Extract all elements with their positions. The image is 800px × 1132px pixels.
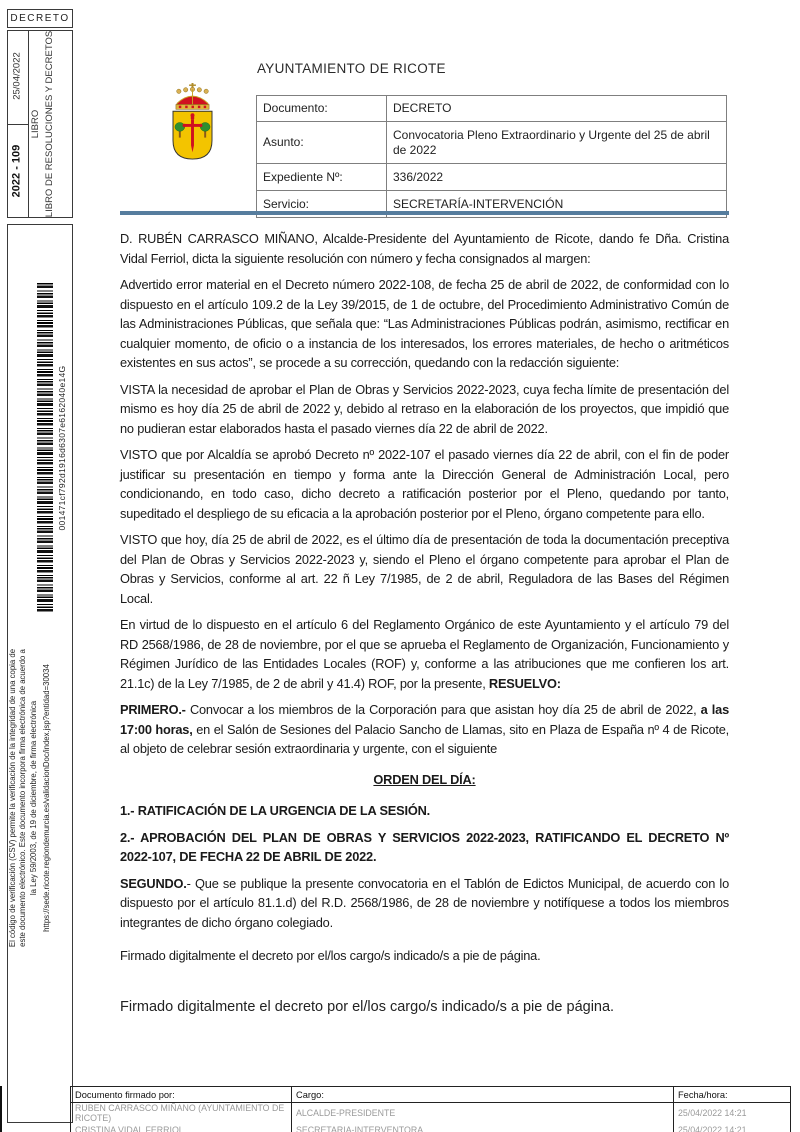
sig-header-role: Cargo: — [292, 1087, 674, 1103]
coat-of-arms-icon — [168, 83, 217, 161]
info-doc-value: DECRETO — [387, 96, 727, 122]
page-corner-line — [0, 1086, 2, 1132]
verification-line: este documento electrónico. Este documento incorpora firma electrónica de acuerdo a — [18, 649, 27, 947]
verification-url: https://sede.ricote.regiondemurcia.es/validacionDoc/index.jsp?entidad=30034 — [42, 664, 51, 932]
verification-line: El código de verificación (CSV) permite la verificación de la integridad de una copia de — [7, 648, 17, 948]
barcode — [37, 283, 53, 613]
segundo-keyword: SEGUNDO. — [120, 875, 187, 891]
sig-name: RUBEN CARRASCO MIÑANO (AYUNTAMIENTO DE RICOTE) — [71, 1103, 292, 1124]
primero-text-1: Convocar a los miembros de la Corporación para que asistan hoy día 25 de abril de 2022, — [185, 702, 701, 717]
agenda-heading: ORDEN DEL DÍA: — [373, 771, 476, 787]
info-service-value: SECRETARÍA-INTERVENCIÓN — [387, 191, 727, 218]
table-row — [71, 1123, 791, 1132]
margin-date: 25/04/2022 — [10, 51, 22, 100]
table-row — [257, 96, 727, 122]
margin-doc-type-box — [7, 9, 73, 28]
document-info-table — [256, 95, 727, 218]
info-service-label: Servicio: — [257, 191, 387, 218]
csv-code: 001471cf792d1916d6307e6162040e14G — [57, 365, 67, 531]
sig-role: ALCALDE-PRESIDENTE — [292, 1103, 674, 1124]
resuelvo-keyword: RESUELVO: — [488, 675, 561, 691]
margin-decree-number: 2022 - 109 — [10, 144, 22, 197]
sig-datetime: 25/04/2022 14:21 — [674, 1123, 791, 1132]
sig-name: CRISTINA VIDAL FERRIOL — [71, 1123, 292, 1132]
primero-text-2: en el Salón de Sesiones del Palacio Sancho de Llamas, sito en Plaza de España nº 4 de Ricote, al objeto de celebrar sesión extraordinaria y urgente, con el siguiente — [120, 721, 730, 756]
table-row — [257, 164, 727, 191]
verification-line: la Ley 59/2003, de 19 de diciembre, de firma electrónica — [28, 700, 38, 896]
decree-body — [120, 229, 729, 1024]
book-short-label: LIBRO — [30, 109, 41, 139]
page-title: AYUNTAMIENTO DE RICOTE — [257, 61, 446, 76]
margin-book-label — [28, 29, 58, 219]
info-subject-value: Convocatoria Pleno Extraordinario y Urgente del 25 de abril de 2022 — [387, 122, 727, 164]
error-correction-paragraph: Advertido error material en el Decreto número 2022-108, de fecha 25 de abril de 2022, de conformidad con lo dispuesto en el artículo 109.2 de la Ley 39/2015, de 1 de octubre, del Procedimiento Administrativo Común de las Administraciones Públicas, que señala que: “Las Administraciones Públicas podrán, asimismo, rectificar en cualquier momento, de oficio o a instancia de los interesados, los errores materiales, de hecho o aritméticos existentes en sus actos”, se procede a su corrección, quedando con la redacción siguiente: — [120, 277, 729, 370]
segundo-paragraph — [120, 874, 729, 933]
primero-paragraph — [120, 700, 729, 759]
resuelvo-text: En virtud de lo dispuesto en el artículo 6 del Reglamento Orgánico de este Ayuntamiento y el artículo 79 del RD 2568/1986, de 28 de noviembre, por el que se aprueba el Reglamento de Organización, Funcionamiento y Régimen Jurídico de las Entidades Locales (ROF) y, conforme a las atribuciones que me confieren los art. 21.1c) de la Ley 7/1985, de 2 de abril y 41.4) ROF, por la presente, — [120, 617, 729, 691]
digital-signature-note-1: Firmado digitalmente el decreto por el/los cargo/s indicado/s a pie de página. — [120, 948, 541, 963]
header-separator-line — [120, 211, 729, 215]
vista-paragraph: VISTA la necesidad de aprobar el Plan de Obras y Servicios 2022-2023, cuya fecha límite de presentación del mismo es hoy día 25 de abril de 2022 y, debido al retraso en la elaboración de los proyectos, que impidió que no pudieran estar elaborados hasta el pasado viernes día 22 de abril de 2022. — [120, 381, 729, 436]
agenda-item-1: 1.- RATIFICACIÓN DE LA URGENCIA DE LA SESIÓN. — [120, 803, 430, 818]
info-subject-label: Asunto: — [257, 122, 387, 164]
info-file-label: Expediente Nº: — [257, 164, 387, 191]
segundo-text: - Que se publique la presente convocatoria en el Tablón de Edictos Municipal, de acuerdo con lo dispuesto por el artículo 81.1.d) del R.D. 2568/1986, de 28 de noviembre y notifíquese a todos los miembros integrantes de dicho órgano colegiado. — [120, 875, 729, 930]
primero-time-bold: a las 17:00 horas, — [120, 702, 729, 737]
resuelvo-paragraph — [120, 615, 729, 693]
sig-header-signed-by: Documento firmado por: — [71, 1087, 292, 1103]
table-row — [257, 122, 727, 164]
intro-paragraph: D. RUBÉN CARRASCO MIÑANO, Alcalde-Presidente del Ayuntamiento de Ricote, dando fe Dña. Cristina Vidal Ferriol, dicta la siguiente resolución con número y fecha consignados al margen: — [120, 231, 729, 266]
agenda-item-2: 2.- APROBACIÓN DEL PLAN DE OBRAS Y SERVICIOS 2022-2023, RATIFICANDO EL DECRETO Nº 2022-107, DE FECHA 22 DE ABRIL DE 2022. — [120, 829, 729, 864]
visto-hoy-paragraph: VISTO que hoy, día 25 de abril de 2022, es el último día de presentación de toda la documentación preceptiva del Plan de Obras y Servicios 2022-2023 y, siendo el Pleno el órgano competente para aprobar el Plan de Obras y Servicios, conforme al art. 22 ñ Ley 7/1985, de 2 de abril, Reguladora de las Bases del Régimen Local. — [120, 532, 729, 606]
book-long-label: LIBRO DE RESOLUCIONES Y DECRETOS — [44, 30, 55, 218]
primero-keyword: PRIMERO.- — [120, 702, 186, 717]
sig-datetime: 25/04/2022 14:21 — [674, 1103, 791, 1124]
sig-header-datetime: Fecha/hora: — [674, 1087, 791, 1103]
visto-alcaldia-paragraph: VISTO que por Alcaldía se aprobó Decreto nº 2022-107 el pasado viernes día 22 de abril, con el fin de poder justificar su presentación en tiempo y forma ante la Dirección General de Administración Local, pero condicionando, en todo caso, dicho decreto a ratificación posterior por el Pleno, quedando por tanto, supeditado el despliego de su eficacia a la aprobación posterior por el Pleno, órgano competente para ello. — [120, 447, 729, 521]
sig-role: SECRETARIA-INTERVENTORA — [292, 1123, 674, 1132]
table-row — [71, 1103, 791, 1124]
signature-table — [70, 1086, 791, 1132]
info-doc-label: Documento: — [257, 96, 387, 122]
table-row — [71, 1087, 791, 1103]
margin-doc-type: DECRETO — [10, 13, 70, 24]
digital-signature-note-2: Firmado digitalmente el decreto por el/los cargo/s indicado/s a pie de página. — [120, 998, 615, 1015]
info-file-value: 336/2022 — [387, 164, 727, 191]
csv-verification-text — [7, 638, 53, 958]
